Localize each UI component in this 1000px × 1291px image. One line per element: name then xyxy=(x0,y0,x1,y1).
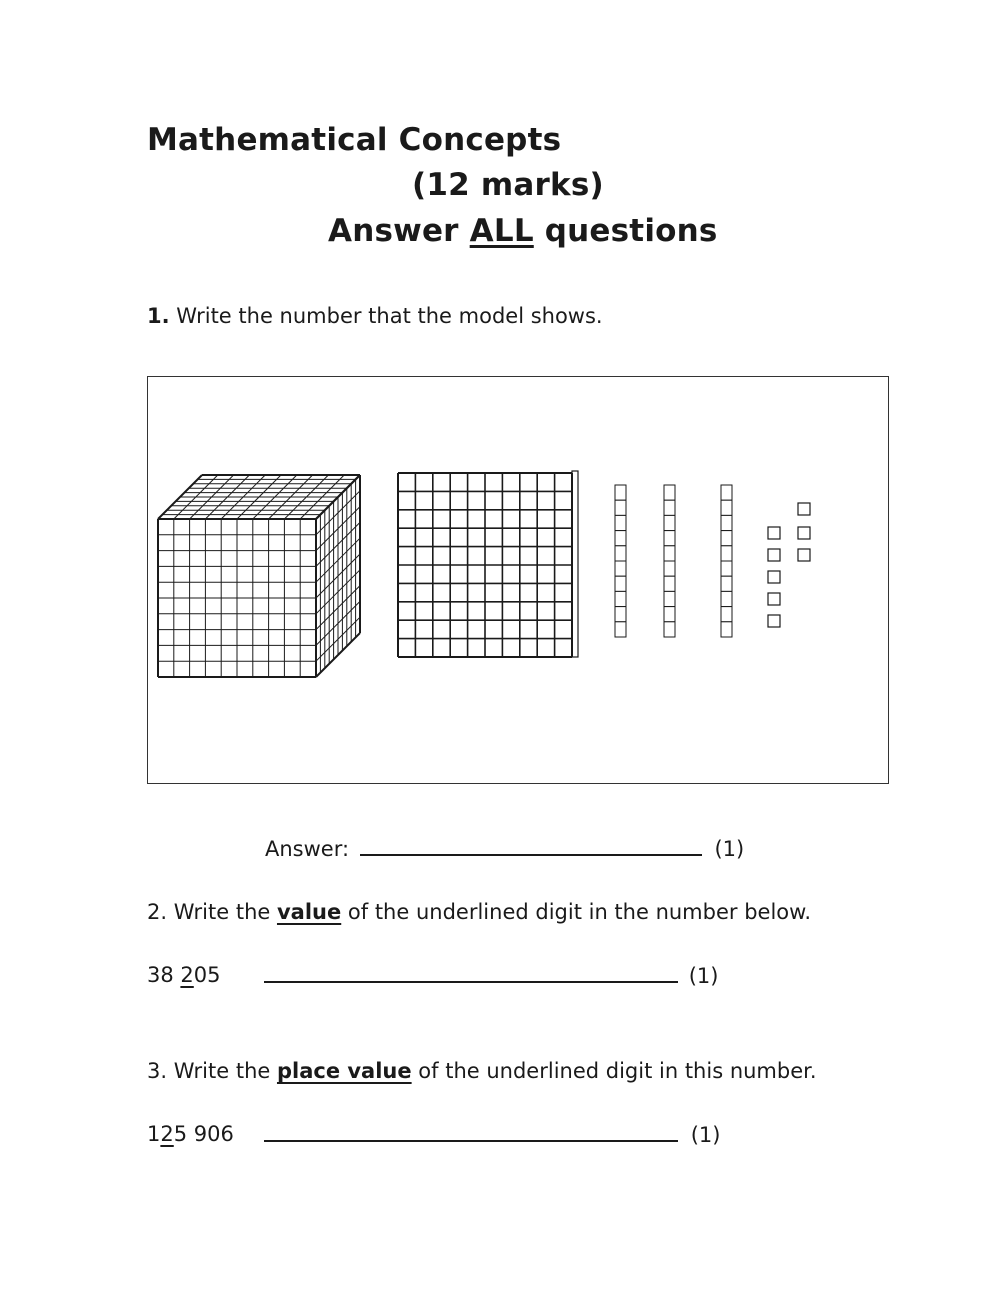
one-unit xyxy=(768,571,780,583)
ten-rod xyxy=(721,485,732,637)
worksheet-title: Mathematical Concepts xyxy=(147,122,562,158)
question-2-prompt xyxy=(147,900,811,924)
one-unit xyxy=(768,549,780,561)
question-3-pre: 3. Write the xyxy=(147,1059,277,1083)
question-1-text: Write the number that the model shows. xyxy=(176,304,603,328)
question-2-emphasis: value xyxy=(276,900,342,924)
question-2-post: of the underlined digit in the number below. xyxy=(341,900,812,924)
instruction-post: questions xyxy=(533,213,718,249)
question-3-post: of the underlined digit in this number. xyxy=(411,1059,817,1083)
question-1-answer-label: Answer: xyxy=(265,837,350,861)
question-2-underlined-digit: 2 xyxy=(180,963,194,987)
base-ten-model-box xyxy=(147,376,889,784)
question-2-number xyxy=(147,963,221,987)
question-3-answer-blank[interactable] xyxy=(264,1122,678,1142)
instruction-emphasis: ALL xyxy=(469,213,534,249)
one-unit xyxy=(798,549,810,561)
question-1-prompt xyxy=(147,304,603,328)
question-3-number-post: 5 906 xyxy=(173,1122,234,1146)
question-1-marks: (1) xyxy=(714,837,745,861)
question-2-number-post: 05 xyxy=(193,963,221,987)
question-1-answer-blank[interactable] xyxy=(360,836,702,856)
base-ten-blocks-model xyxy=(148,377,890,785)
question-3-underlined-digit: 2 xyxy=(160,1122,174,1146)
question-2-answer-blank[interactable] xyxy=(264,963,678,983)
one-unit xyxy=(768,593,780,605)
question-3-marks: (1) xyxy=(690,1123,721,1147)
one-unit xyxy=(798,527,810,539)
question-2-marks: (1) xyxy=(688,964,719,988)
question-1-number: 1. xyxy=(147,304,170,328)
question-3-number-pre: 1 xyxy=(147,1122,161,1146)
instruction-pre: Answer xyxy=(328,213,470,249)
question-1-answer-row xyxy=(265,836,744,861)
ten-rod xyxy=(664,485,675,637)
instruction xyxy=(328,213,718,249)
one-unit xyxy=(768,615,780,627)
question-3-prompt xyxy=(147,1059,817,1083)
question-2-pre: 2. Write the xyxy=(147,900,277,924)
one-unit xyxy=(798,503,810,515)
ten-rod xyxy=(615,485,626,637)
question-3-number xyxy=(147,1122,234,1146)
one-unit xyxy=(768,527,780,539)
question-3-answer-row xyxy=(264,1122,720,1147)
total-marks: (12 marks) xyxy=(412,167,604,203)
question-2-number-pre: 38 xyxy=(147,963,181,987)
question-2-answer-row xyxy=(264,963,718,988)
thousand-cube xyxy=(158,475,360,677)
question-3-emphasis: place value xyxy=(276,1059,412,1083)
hundred-flat xyxy=(398,471,578,657)
